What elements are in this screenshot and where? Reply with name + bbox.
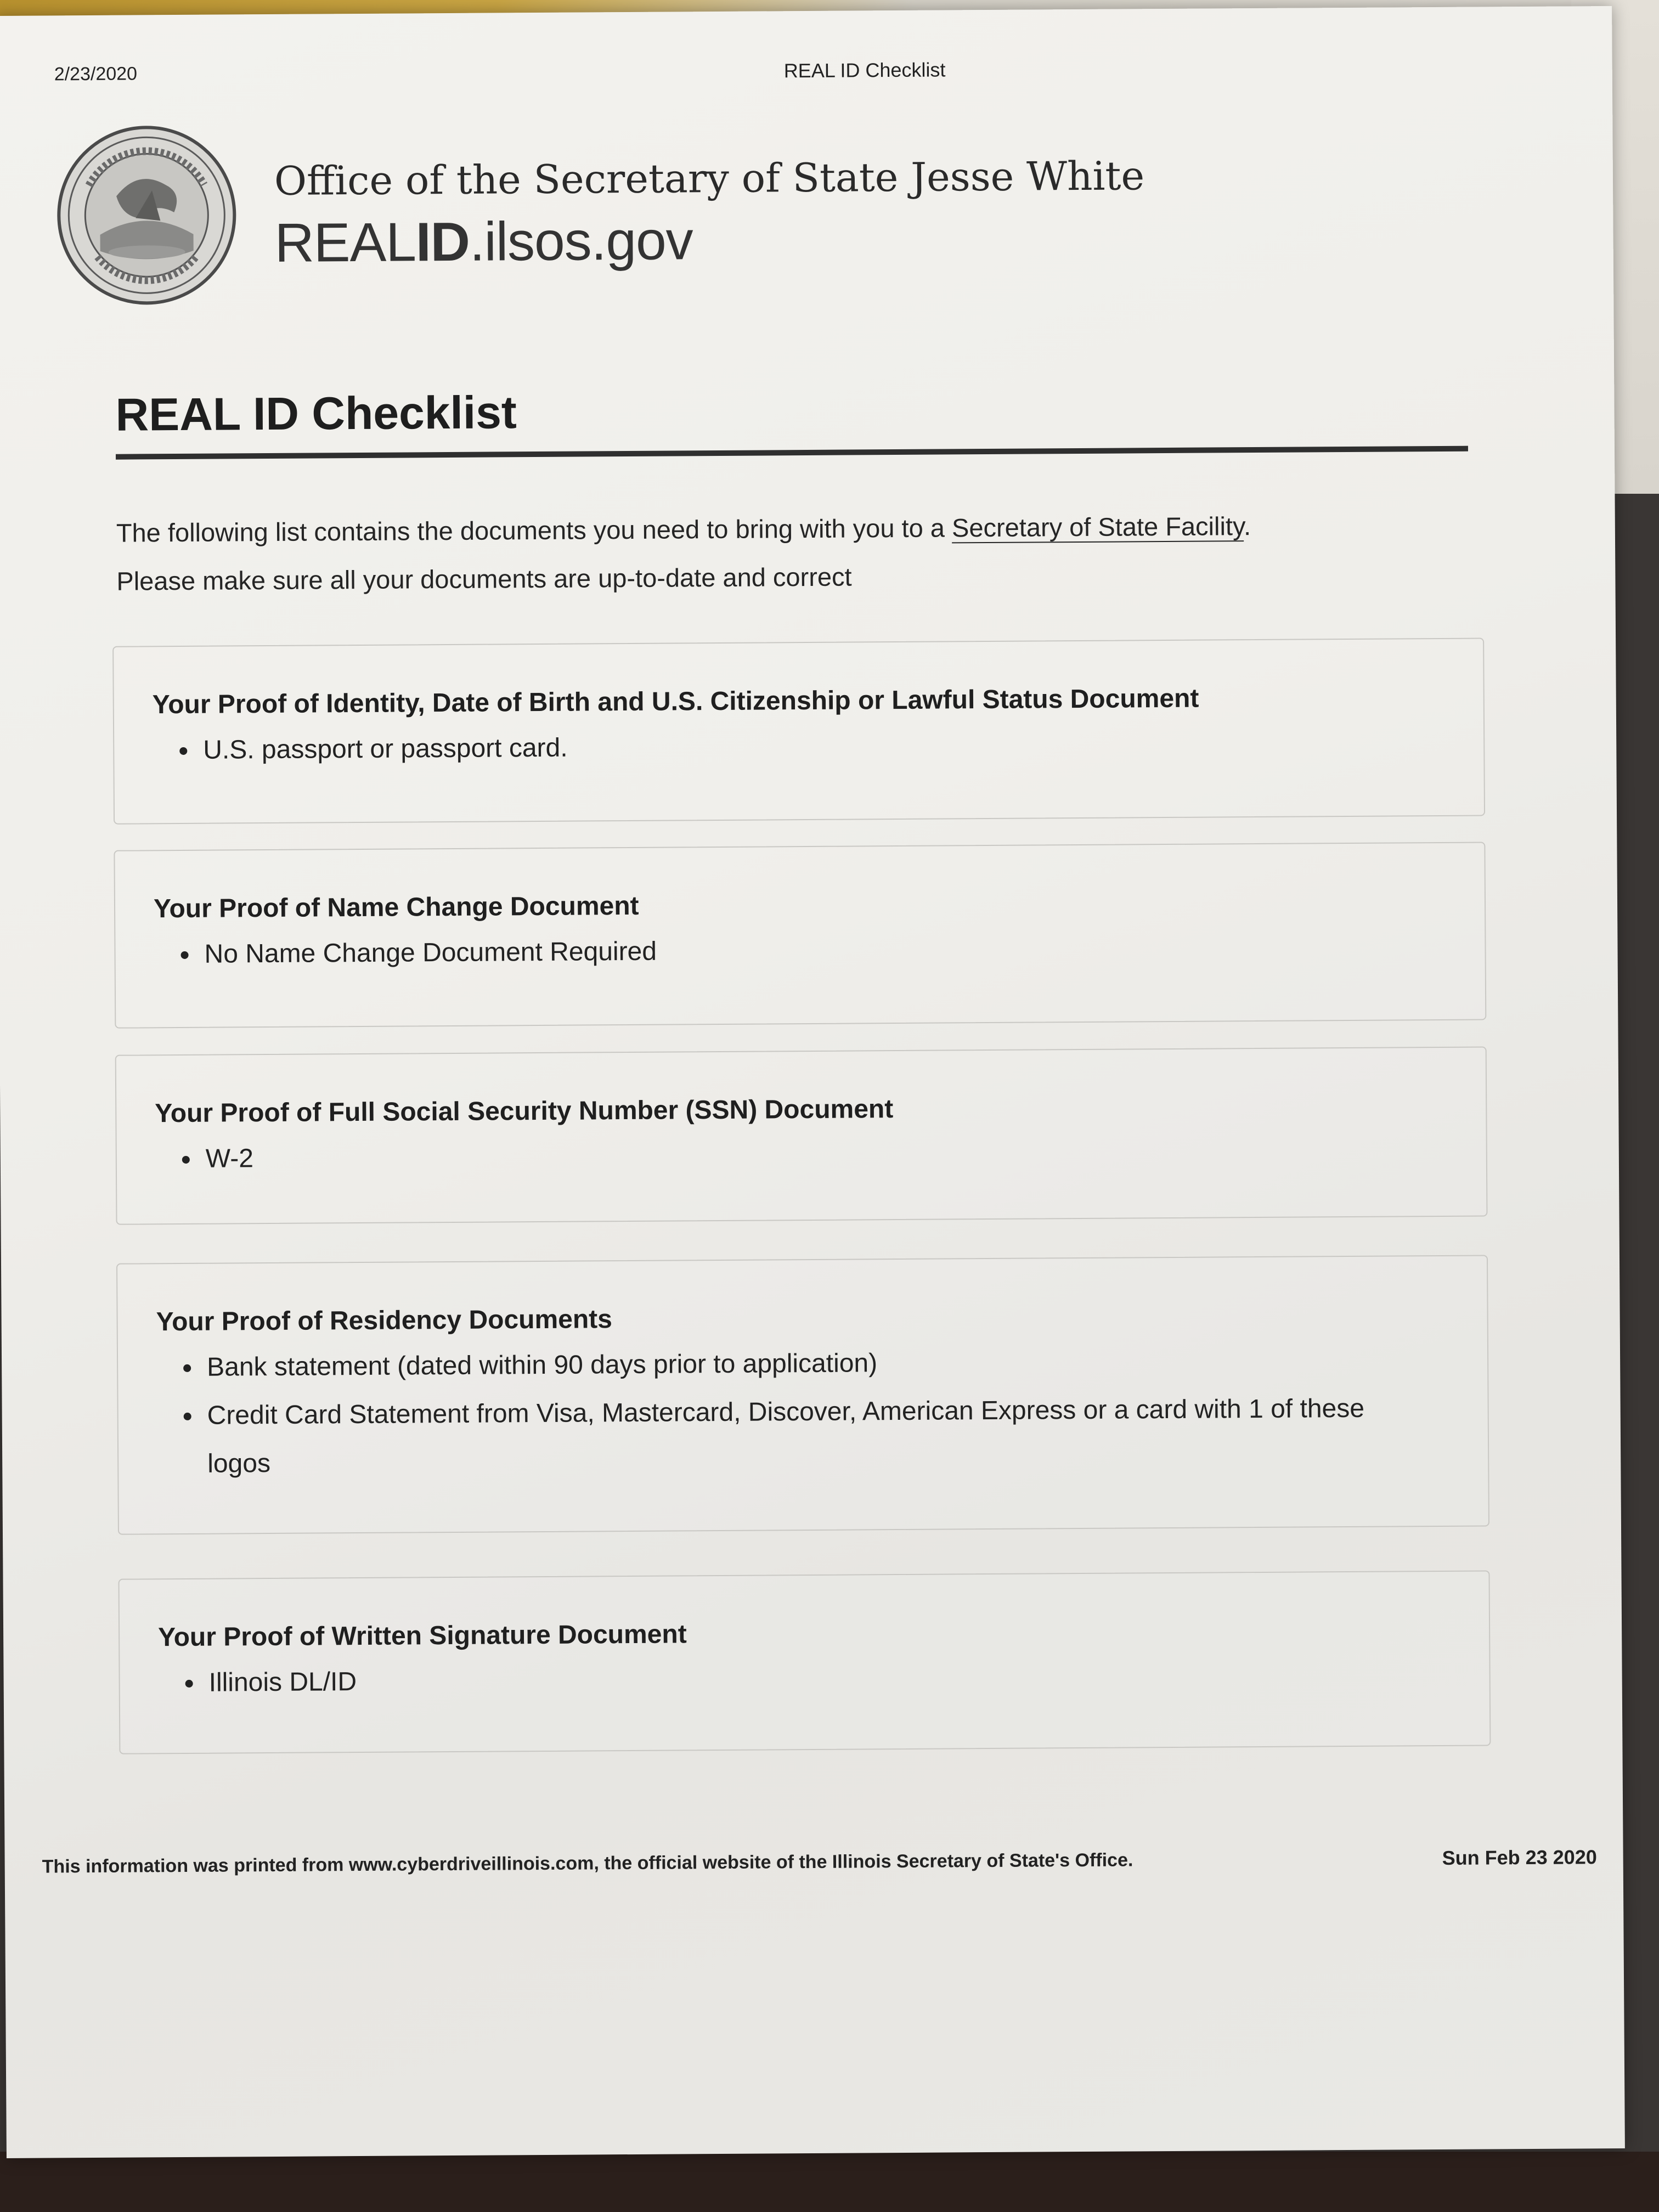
section-list bbox=[154, 922, 1485, 979]
footer-print-note: This information was printed from www.cyberdriveillinois.com, the official website of the Illinois Secretary of State's Office. bbox=[42, 1849, 1133, 1877]
site-name-suffix: .ilsos.gov bbox=[469, 210, 693, 273]
title-divider bbox=[116, 446, 1468, 460]
section-card-name-change bbox=[114, 842, 1486, 1028]
section-list bbox=[156, 1335, 1488, 1488]
list-item: • U.S. passport or passport card. bbox=[199, 718, 1483, 774]
section-heading: Your Proof of Residency Documents bbox=[156, 1305, 613, 1337]
list-item: • Credit Card Statement from Visa, Mastercard, Discover, American Express or a card with 1 of these logos bbox=[202, 1384, 1422, 1488]
section-heading: Your Proof of Identity, Date of Birth and U.S. Citizenship or Lawful Status Document bbox=[152, 684, 1199, 720]
print-header-date: 2/23/2020 bbox=[54, 63, 138, 85]
list-item: • W-2 bbox=[201, 1127, 1486, 1183]
section-heading: Your Proof of Name Change Document bbox=[153, 891, 639, 924]
list-item: • Bank statement (dated within 90 days prior to application) bbox=[202, 1336, 1421, 1392]
page-title: REAL ID Checklist bbox=[115, 386, 517, 441]
section-heading: Your Proof of Full Social Security Number (SSN) Document bbox=[155, 1094, 894, 1128]
site-name-prefix: REAL bbox=[274, 211, 416, 274]
background-table-bottom bbox=[0, 2152, 1659, 2212]
intro-text-before-link: The following list contains the documents you need to bring with you to a bbox=[116, 513, 952, 548]
facility-link[interactable]: Secretary of State Facility bbox=[951, 511, 1244, 543]
section-card-identity bbox=[112, 637, 1485, 824]
state-seal-icon bbox=[55, 124, 238, 306]
office-name: Office of the Secretary of State Jesse White bbox=[274, 153, 1145, 204]
list-item: • No Name Change Document Required bbox=[200, 922, 1485, 978]
section-card-signature bbox=[119, 1570, 1491, 1754]
section-list bbox=[153, 718, 1483, 775]
print-header-title: REAL ID Checklist bbox=[783, 58, 946, 82]
site-name-bold: ID bbox=[415, 211, 470, 273]
site-name bbox=[274, 209, 693, 275]
section-heading: Your Proof of Written Signature Document bbox=[157, 1620, 687, 1652]
intro-text-after-link: . bbox=[1243, 511, 1251, 541]
section-card-ssn bbox=[115, 1046, 1488, 1224]
intro-text bbox=[116, 500, 1488, 605]
section-list bbox=[155, 1127, 1486, 1183]
section-list bbox=[158, 1651, 1489, 1707]
printed-page bbox=[0, 6, 1625, 2158]
footer-print-date: Sun Feb 23 2020 bbox=[1442, 1846, 1597, 1869]
list-item: • Illinois DL/ID bbox=[204, 1651, 1489, 1707]
intro-text-line2: Please make sure all your documents are up-to-date and correct bbox=[116, 562, 852, 596]
section-card-residency bbox=[116, 1255, 1489, 1534]
